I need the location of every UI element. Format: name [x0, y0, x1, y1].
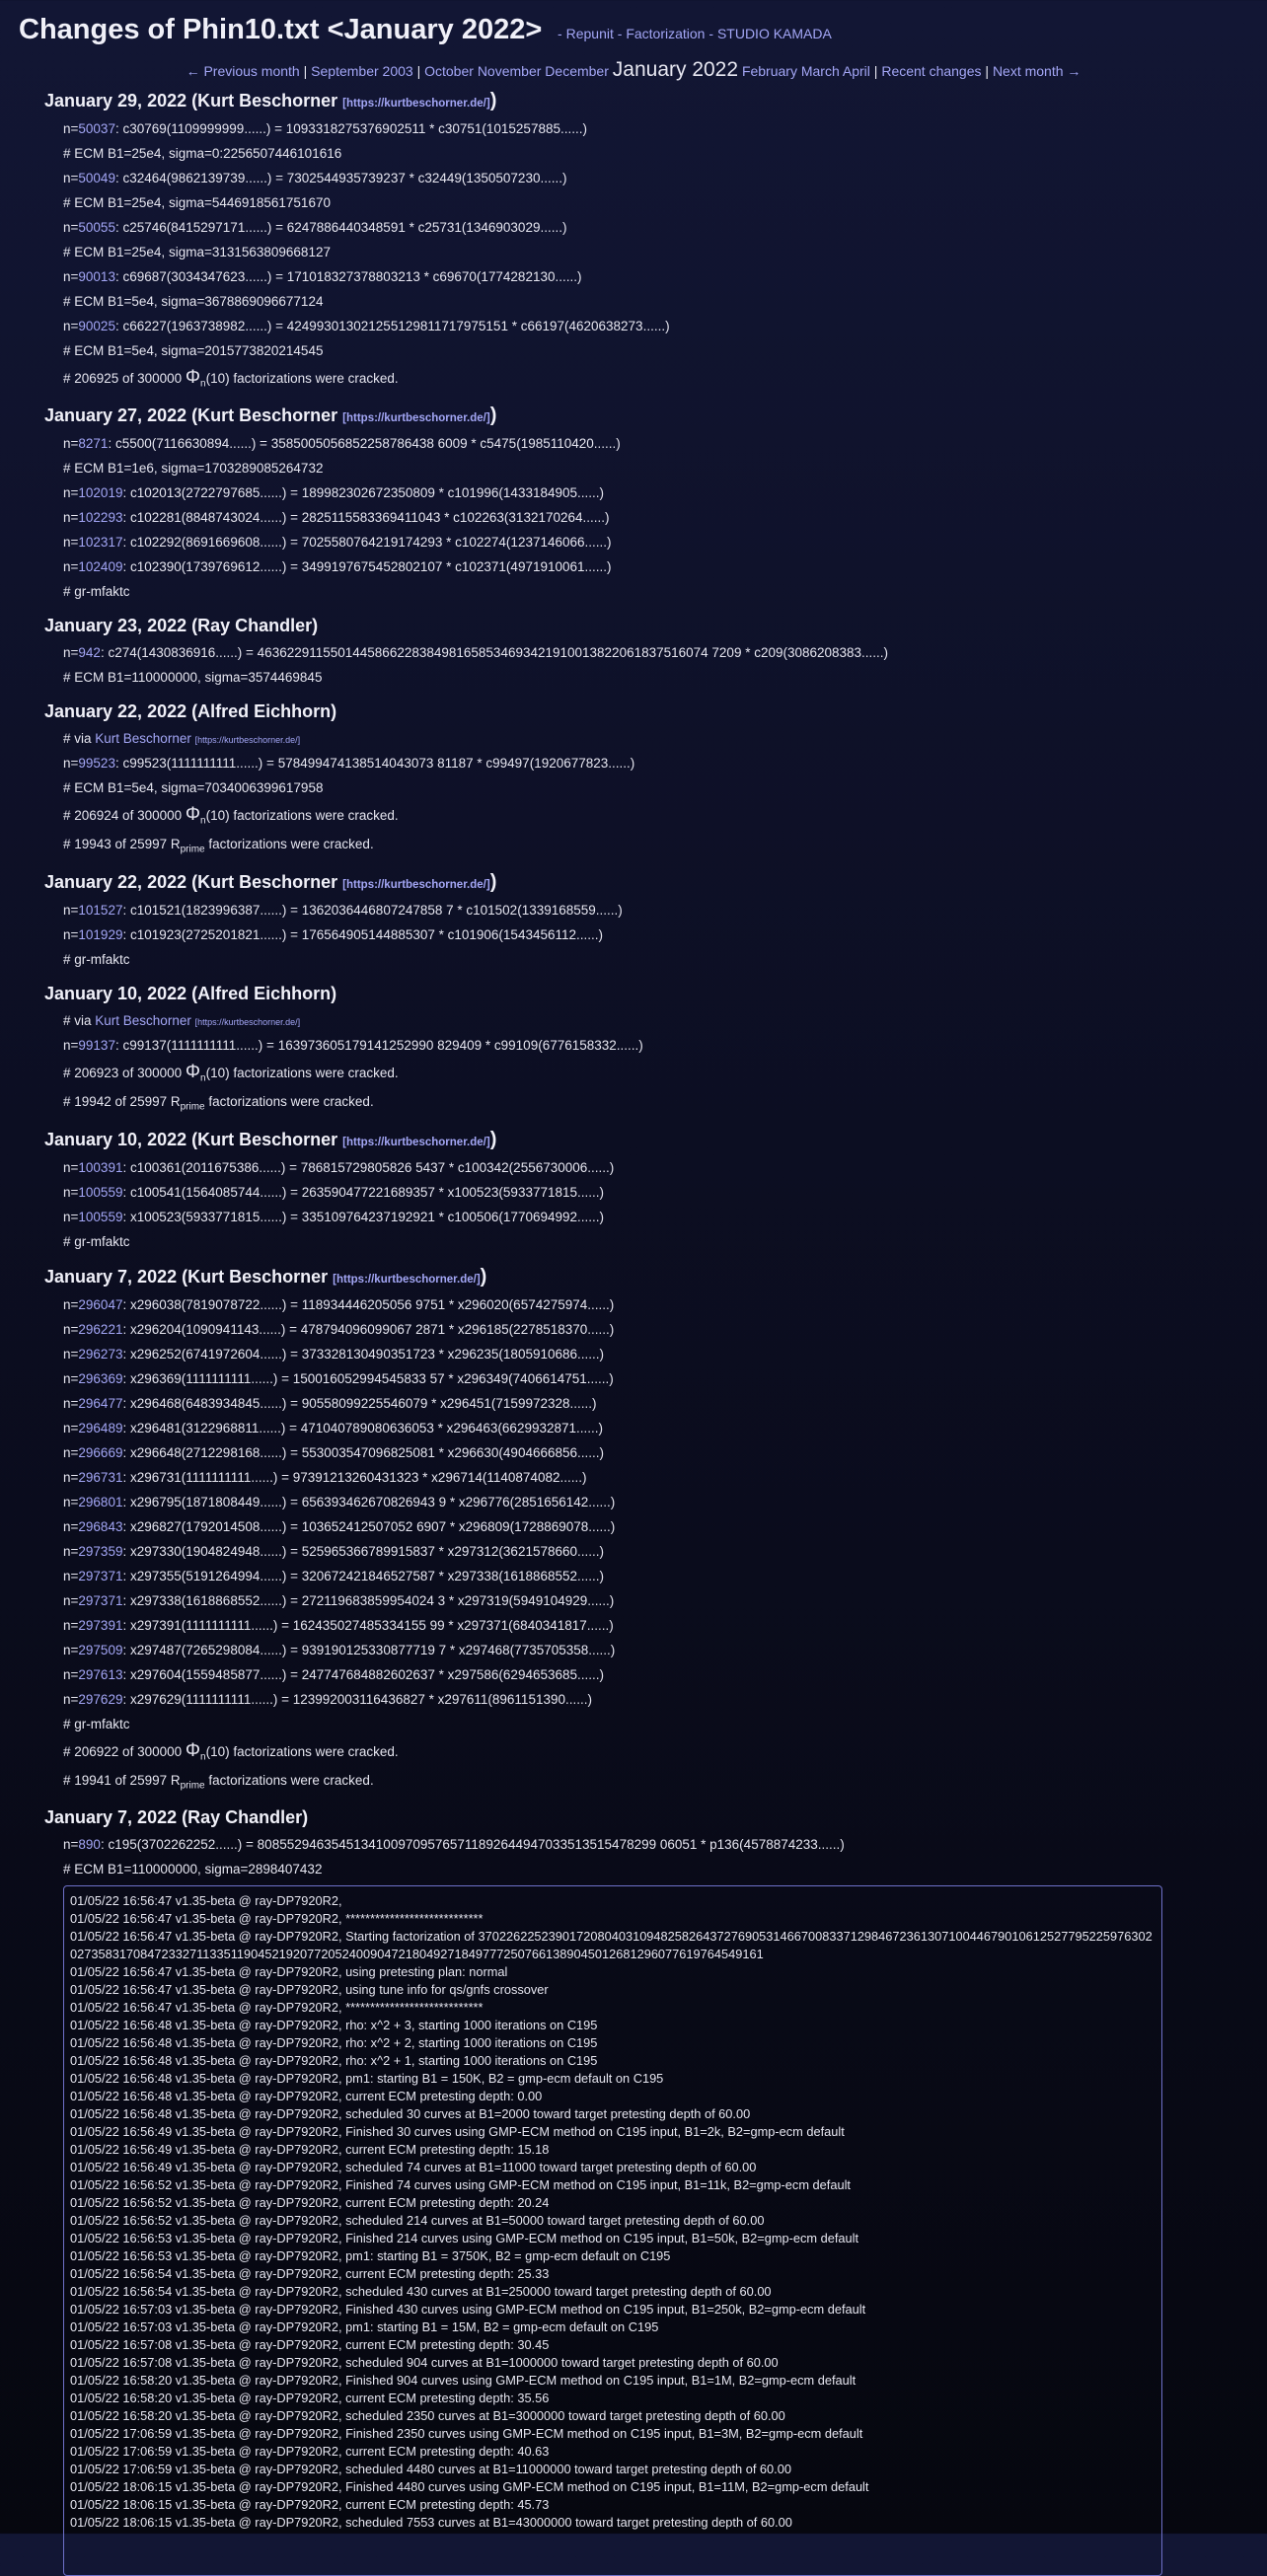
entry-line — [44, 190, 1267, 215]
entry-line: n=297391: x297391(1111111111......) = 162435027485334155 99 * x297371(6840341817......) — [63, 1618, 614, 1633]
entry-line: # 19942 of 25997 $R_{prime}$ factorizations were cracked. — [63, 1094, 374, 1113]
entry — [44, 616, 1267, 690]
entry-line: n=296669: x296648(2712298168......) = 553003547096825081 * x296630(4904666856......) — [63, 1445, 605, 1460]
factor-text: : c5500(7116630894......) = 3585005056852258786438 6009 * c5475(1985110420......) — [108, 436, 621, 451]
log-line: 01/05/22 18:06:15 v1.35-beta @ ray-DP7920R2, scheduled 7553 curves at B1=43000000 toward target pretesting depth of 60.00 — [70, 2515, 792, 2530]
contributor-site-link[interactable]: [https://kurtbeschorner.de/] — [342, 879, 490, 891]
factor-text: : c99523(1111111111......) = 578499474138514043073 81187 * c99497(1920677823......) — [114, 756, 635, 771]
via-site-link[interactable]: [https://kurtbeschorner.de/] — [194, 735, 301, 745]
entry-line: n=101929: c101923(2725201821......) = 176564905144885307 * c101906(1543456112......) — [63, 927, 604, 942]
factor-text: : x296827(1792014508......) = 103652412507052 6907 * x296809(1728869078......) — [122, 1519, 616, 1534]
factor-text: : c101923(2725201821......) = 176564905144885307 * c101906(1543456112......) — [122, 927, 604, 942]
entry — [44, 405, 1267, 604]
factor-text: : c101521(1823996387......) = 1362036446807247858 7 * c101502(1339168559......) — [122, 903, 623, 918]
page-title: Changes of Phin10.txt <January 2022> — [19, 14, 543, 45]
log-line: 01/05/22 16:56:47 v1.35-beta @ ray-DP7920R2, **************************** — [70, 1911, 484, 1926]
entry-line: n=297613: x297604(1559485877......) = 247747684882602637 * x297586(6294653685......) — [63, 1667, 605, 1682]
entry-line: # 206922 of 300000 $\Phi_n(10)$ factorizations were cracked. — [63, 1740, 399, 1763]
month-navigation: ← Previous month | September 2003 | October November December January 2022 February March April | Recent changes | Next month → — [186, 58, 1081, 81]
entry — [44, 1129, 1267, 1254]
log-line: 01/05/22 16:58:20 v1.35-beta @ ray-DP7920R2, scheduled 2350 curves at B1=3000000 toward target pretesting depth of 60.00 — [70, 2408, 785, 2423]
factor-text: : x297330(1904824948......) = 525965366789915837 * x297312(3621578660......) — [122, 1544, 605, 1559]
entry-line — [44, 338, 1267, 363]
n-link[interactable]: 296477 — [78, 1396, 123, 1411]
factor-text: : x296252(6741972604......) = 373328130490351723 * x296235(1805910686......) — [122, 1347, 605, 1362]
n-link[interactable]: 100559 — [78, 1185, 123, 1200]
entry-title: January 7, 2022 (Kurt Beschorner [https://kurtbeschorner.de/]) — [44, 1266, 487, 1288]
factor-text: : c100541(1564085744......) = 263590477221689357 * x100523(5933771815......) — [122, 1185, 605, 1200]
entry-title: January 10, 2022 (Kurt Beschorner [https://kurtbeschorner.de/]) — [44, 1129, 497, 1150]
n-link[interactable]: 90025 — [78, 319, 115, 333]
phi-symbol: Φ — [185, 804, 201, 825]
entry-line — [44, 1229, 1267, 1254]
n-link[interactable]: 50049 — [78, 171, 115, 185]
comment-text: # ECM B1=5e4, sigma=3678869096677124 — [63, 294, 324, 309]
entry-line: # via Kurt Beschorner [https://kurtbeschorner.de/] — [63, 1013, 301, 1028]
entry-line: n=297371: x297338(1618868552......) = 272119683859954024 3 * x297319(5949104929......) — [63, 1593, 615, 1608]
entry-line: n=102317: c102292(8691669608......) = 7025580764219174293 * c102274(1237146066......) — [63, 535, 612, 550]
comment-text: # ECM B1=25e4, sigma=3131563809668127 — [63, 245, 331, 259]
log-line: 01/05/22 16:56:48 v1.35-beta @ ray-DP7920R2, pm1: starting B1 = 150K, B2 = gmp-ecm default on C195 — [70, 2071, 664, 2086]
log-line: 01/05/22 16:56:48 v1.35-beta @ ray-DP7920R2, rho: x^2 + 1, starting 1000 iterations on C195 — [70, 2053, 598, 2068]
entry-line: # 206924 of 300000 $\Phi_n(10)$ factorizations were cracked. — [63, 804, 399, 827]
factor-text: : x296369(1111111111......) = 150016052994545833 57 * x296349(7406614751......) — [122, 1371, 614, 1386]
entry-line: n=297629: x297629(1111111111......) = 123992003116436827 * x297611(8961151390......) — [63, 1692, 592, 1707]
entry — [44, 90, 1267, 393]
entry-line: # via Kurt Beschorner [https://kurtbeschorner.de/] — [63, 731, 301, 746]
entry-line: n=296221: x296204(1090941143......) = 478794096099067 2871 * x296185(2278518370......) — [63, 1322, 615, 1337]
factor-text: : c32464(9862139739......) = 7302544935739237 * c32449(1350507230......) — [114, 171, 567, 185]
entry-line: n=101527: c101521(1823996387......) = 1362036446807247858 7 * c101502(1339168559......) — [63, 903, 623, 918]
factor-text: : x296648(2712298168......) = 553003547096825081 * x296630(4904666856......) — [122, 1445, 605, 1460]
log-line: 01/05/22 17:06:59 v1.35-beta @ ray-DP7920R2, Finished 2350 curves using GMP-ECM method on C195 input, B1=3M, B2=gmp-ecm default — [70, 2426, 863, 2441]
month-march: March — [800, 63, 840, 79]
n-link[interactable]: 297613 — [78, 1667, 123, 1682]
entry-line: # 206923 of 300000 $\Phi_n(10)$ factorizations were cracked. — [63, 1062, 399, 1084]
comment-text: # ECM B1=25e4, sigma=0:2256507446101616 — [63, 146, 342, 161]
entry-line — [44, 456, 1267, 480]
entry-line: n=90025: c66227(1963738982......) = 424993013021255129811717975151 * c66197(4620638273......) — [63, 319, 670, 333]
n-link[interactable]: 101929 — [78, 927, 123, 942]
log-line: 01/05/22 17:06:59 v1.35-beta @ ray-DP7920R2, scheduled 4480 curves at B1=11000000 toward target pretesting depth of 60.00 — [70, 2462, 791, 2476]
entry-title: January 23, 2022 (Ray Chandler) — [44, 616, 319, 635]
factor-text: : c102281(8848743024......) = 2825115583369411043 * c102263(3132170264......) — [122, 510, 610, 525]
contributor-site-link[interactable]: [https://kurtbeschorner.de/] — [342, 1137, 490, 1148]
log-line: 01/05/22 16:56:47 v1.35-beta @ ray-DP7920R2, **************************** — [70, 2000, 484, 2015]
factor-text: : x297629(1111111111......) = 123992003116436827 * x297611(8961151390......) — [122, 1692, 592, 1707]
contributor-site-link[interactable]: [https://kurtbeschorner.de/] — [333, 1274, 481, 1286]
via-link[interactable]: Kurt Beschorner — [95, 1013, 191, 1028]
month-february: February — [741, 63, 797, 79]
entry-line: n=296273: x296252(6741972604......) = 373328130490351723 * x296235(1805910686......) — [63, 1347, 605, 1362]
entry-title: January 29, 2022 (Kurt Beschorner [https://kurtbeschorner.de/]) — [44, 90, 497, 111]
factor-text: : c274(1430836916......) = 4636229115501445866228384981658534693421910013822061837516074 7209 * c209(3086208383......) — [100, 645, 889, 660]
n-link[interactable]: 100391 — [78, 1160, 123, 1175]
entry-title: January 27, 2022 (Kurt Beschorner [https://kurtbeschorner.de/]) — [44, 405, 497, 426]
entry-title: January 7, 2022 (Ray Chandler) — [44, 1807, 309, 1827]
entry-line — [44, 665, 1267, 690]
log-line: 01/05/22 16:56:48 v1.35-beta @ ray-DP7920R2, scheduled 30 curves at B1=2000 toward target pretesting depth of 60.00 — [70, 2106, 751, 2121]
factor-text: : x296795(1871808449......) = 656393462670826943 9 * x296776(2851656142......) — [122, 1495, 616, 1509]
log-line: 01/05/22 16:56:47 v1.35-beta @ ray-DP7920R2, using tune info for qs/gnfs crossover — [70, 1982, 549, 1997]
entry — [44, 984, 1267, 1117]
close-paren: ) — [489, 405, 497, 426]
n-link[interactable]: 102317 — [78, 535, 123, 550]
comment-text: # ECM B1=25e4, sigma=5446918561751670 — [63, 195, 331, 210]
entry-line: n=99523: c99523(1111111111......) = 578499474138514043073 81187 * c99497(1920677823......) — [63, 756, 635, 771]
entry-line: n=296801: x296795(1871808449......) = 656393462670826943 9 * x296776(2851656142......) — [63, 1495, 616, 1509]
log-line: 01/05/22 16:57:08 v1.35-beta @ ray-DP7920R2, current ECM pretesting depth: 30.45 — [70, 2337, 550, 2352]
log-line: 01/05/22 16:56:47 v1.35-beta @ ray-DP7920R2, using pretesting plan: normal — [70, 1964, 508, 1979]
log-line: 01/05/22 16:57:03 v1.35-beta @ ray-DP7920R2, pm1: starting B1 = 15M, B2 = gmp-ecm default on C195 — [70, 2319, 659, 2334]
comment-text: # gr-mfaktc — [63, 584, 130, 599]
entry-line — [44, 289, 1267, 314]
entry-line: # 19943 of 25997 $R_{prime}$ factorizations were cracked. — [63, 837, 374, 855]
n-link[interactable]: 297391 — [78, 1618, 123, 1633]
n-link[interactable]: 942 — [78, 645, 101, 660]
entry-line: n=296047: x296038(7819078722......) = 118934446205056 9751 * x296020(6574275974......) — [63, 1297, 615, 1312]
entry-line: n=297359: x297330(1904824948......) = 525965366789915837 * x297312(3621578660......) — [63, 1544, 605, 1559]
factor-text: : x296731(1111111111......) = 97391213260431323 * x296714(1140874082......) — [122, 1470, 587, 1485]
factor-text: : x297355(5191264994......) = 320672421846527587 * x297338(1618868552......) — [122, 1569, 605, 1583]
factor-text: : x296468(6483934845......) = 90558099225546079 * x296451(7159972328......) — [122, 1396, 597, 1411]
entry-title: January 10, 2022 (Alfred Eichhorn) — [44, 984, 337, 1003]
entry-line: n=296369: x296369(1111111111......) = 150016052994545833 57 * x296349(7406614751......) — [63, 1371, 614, 1386]
current-month: January 2022 — [612, 58, 739, 81]
log-line: 01/05/22 16:56:49 v1.35-beta @ ray-DP7920R2, scheduled 74 curves at B1=11000 toward target pretesting depth of 60.00 — [70, 2160, 757, 2174]
log-line: 01/05/22 16:56:54 v1.35-beta @ ray-DP7920R2, current ECM pretesting depth: 25.33 — [70, 2266, 550, 2281]
factor-text: : c195(3702262252......) = 808552946354513410097095765711892644947033513515478299 06051 * p136(4578874233......) — [100, 1837, 845, 1852]
n-link[interactable]: 296273 — [78, 1347, 123, 1362]
recent-changes-link[interactable]: Recent changes — [881, 63, 982, 79]
n-link[interactable]: 296489 — [78, 1421, 123, 1435]
n-link[interactable]: 296221 — [78, 1322, 123, 1337]
comment-text: # ECM B1=110000000, sigma=3574469845 — [63, 670, 323, 685]
factor-text: : c66227(1963738982......) = 424993013021255129811717975151 * c66197(4620638273......) — [114, 319, 670, 333]
factor-text: : c69687(3034347623......) = 171018327378803213 * c69670(1774282130......) — [114, 269, 582, 284]
close-paren: ) — [489, 1129, 497, 1150]
entry-line: n=50037: c30769(1109999999......) = 1093318275376902511 * c30751(1015257885......) — [63, 121, 587, 136]
entry-line: n=50055: c25746(8415297171......) = 6247886440348591 * c25731(1346903029......) — [63, 220, 567, 235]
link-factorization[interactable]: Factorization — [626, 26, 706, 41]
month-link-sep-2003[interactable]: September 2003 — [311, 63, 413, 79]
factor-text: : x100523(5933771815......) = 335109764237192921 * c100506(1770694992......) — [122, 1210, 605, 1224]
entry-line: n=100559: x100523(5933771815......) = 335109764237192921 * c100506(1770694992......) — [63, 1210, 605, 1224]
entry — [44, 701, 1267, 859]
contributor-site-link[interactable]: [https://kurtbeschorner.de/] — [342, 98, 490, 110]
log-line: 01/05/22 16:56:53 v1.35-beta @ ray-DP7920R2, pm1: starting B1 = 3750K, B2 = gmp-ecm default on C195 — [70, 2248, 671, 2263]
log-line: 01/05/22 16:57:08 v1.35-beta @ ray-DP7920R2, scheduled 904 curves at B1=1000000 toward target pretesting depth of 60.00 — [70, 2355, 779, 2370]
entry-line: n=102019: c102013(2722797685......) = 189982302672350809 * c101996(1433184905......) — [63, 485, 605, 500]
comment-text: # gr-mfaktc — [63, 1234, 130, 1249]
n-link[interactable]: 99137 — [78, 1038, 115, 1053]
factor-text: : c25746(8415297171......) = 6247886440348591 * c25731(1346903029......) — [114, 220, 567, 235]
factor-text: : x296481(3122968811......) = 471040789080636053 * x296463(6629932871......) — [122, 1421, 604, 1435]
log-line: 01/05/22 16:56:48 v1.35-beta @ ray-DP7920R2, rho: x^2 + 2, starting 1000 iterations on C195 — [70, 2035, 598, 2050]
n-link[interactable]: 8271 — [78, 436, 109, 451]
entry-line — [44, 579, 1267, 604]
close-paren: ) — [480, 1266, 487, 1288]
n-link[interactable]: 296669 — [78, 1445, 123, 1460]
n-link[interactable]: 101527 — [78, 903, 123, 918]
n-link[interactable]: 297371 — [78, 1569, 123, 1583]
comment-text: # ECM B1=5e4, sigma=7034006399617958 — [63, 780, 324, 795]
n-link[interactable]: 296047 — [78, 1297, 123, 1312]
n-link[interactable]: 50055 — [78, 220, 115, 235]
entry-line: n=102293: c102281(8848743024......) = 2825115583369411043 * c102263(3132170264......) — [63, 510, 610, 525]
link-repunit[interactable]: Repunit — [565, 26, 614, 41]
entry-line: n=296731: x296731(1111111111......) = 97391213260431323 * x296714(1140874082......) — [63, 1470, 587, 1485]
next-month-link[interactable]: Next month → — [992, 63, 1081, 79]
factor-text: : c100361(2011675386......) = 786815729805826 5437 * c100342(2556730006......) — [122, 1160, 615, 1175]
n-link[interactable]: 50037 — [78, 121, 115, 136]
entry-line — [44, 1857, 1267, 1881]
month-december: December — [545, 63, 609, 79]
entry-line: n=297371: x297355(5191264994......) = 320672421846527587 * x297338(1618868552......) — [63, 1569, 605, 1583]
log-line: 01/05/22 16:56:47 v1.35-beta @ ray-DP7920R2, — [70, 1893, 342, 1908]
entry-line — [44, 240, 1267, 264]
log-line: 01/05/22 18:06:15 v1.35-beta @ ray-DP7920R2, Finished 4480 curves using GMP-ECM method on C195 input, B1=11M, B2=gmp-ecm default — [70, 2479, 869, 2494]
factor-text: : x297391(1111111111......) = 162435027485334155 99 * x297371(6840341817......) — [122, 1618, 614, 1633]
log-line: 01/05/22 16:56:53 v1.35-beta @ ray-DP7920R2, Finished 214 curves using GMP-ECM method on C195 input, B1=50k, B2=gmp-ecm default — [70, 2231, 859, 2245]
phi-symbol: Φ — [185, 1062, 201, 1082]
log-line: 01/05/22 16:56:52 v1.35-beta @ ray-DP7920R2, scheduled 214 curves at B1=50000 toward target pretesting depth of 60.00 — [70, 2213, 765, 2228]
entry-line: # 206925 of 300000 $\Phi_n(10)$ factorizations were cracked. — [63, 367, 399, 390]
entry — [44, 871, 1267, 972]
via-site-link[interactable]: [https://kurtbeschorner.de/] — [194, 1017, 301, 1027]
n-link[interactable]: 100559 — [78, 1210, 123, 1224]
n-link[interactable]: 890 — [78, 1837, 101, 1852]
n-link[interactable]: 296369 — [78, 1371, 123, 1386]
entry — [44, 1266, 1267, 1796]
log-line: 01/05/22 16:57:03 v1.35-beta @ ray-DP7920R2, Finished 430 curves using GMP-ECM method on C195 input, B1=250k, B2=gmp-ecm default — [70, 2302, 866, 2317]
factor-text: : x297487(7265298084......) = 939190125330877719 7 * x297468(7735705358......) — [122, 1643, 616, 1657]
entry-line: n=942: c274(1430836916......) = 4636229115501445866228384981658534693421910013822061837516074 7209 * c209(3086208383......) — [63, 645, 889, 660]
factor-text: : x297338(1618868552......) = 272119683859954024 3 * x297319(5949104929......) — [122, 1593, 615, 1608]
log-line: 01/05/22 16:56:48 v1.35-beta @ ray-DP7920R2, rho: x^2 + 3, starting 1000 iterations on C195 — [70, 2018, 598, 2032]
n-link[interactable]: 102019 — [78, 485, 123, 500]
n-link[interactable]: 297509 — [78, 1643, 123, 1657]
n-link[interactable]: 297629 — [78, 1692, 123, 1707]
entry-line: n=99137: c99137(1111111111......) = 163973605179141252990 829409 * c99109(6776158332......) — [63, 1038, 643, 1053]
entry-line: # 19941 of 25997 $R_{prime}$ factorizations were cracked. — [63, 1773, 374, 1792]
log-line: 01/05/22 18:06:15 v1.35-beta @ ray-DP7920R2, current ECM pretesting depth: 45.73 — [70, 2497, 550, 2512]
entry-line — [44, 775, 1267, 800]
entry-line: n=8271: c5500(7116630894......) = 3585005056852258786438 6009 * c5475(1985110420......) — [63, 436, 621, 451]
entry-line: n=890: c195(3702262252......) = 808552946354513410097095765711892644947033513515478299 06051 * p136(4578874233......) — [63, 1837, 845, 1852]
entry-line — [44, 947, 1267, 972]
log-line: 01/05/22 16:56:52 v1.35-beta @ ray-DP7920R2, current ECM pretesting depth: 20.24 — [70, 2195, 550, 2210]
entry-title: January 22, 2022 (Alfred Eichhorn) — [44, 701, 337, 721]
n-link[interactable]: 102409 — [78, 559, 123, 574]
close-paren: ) — [489, 90, 497, 111]
n-link[interactable]: 297371 — [78, 1593, 123, 1608]
n-link[interactable]: 296843 — [78, 1519, 123, 1534]
n-link[interactable]: 297359 — [78, 1544, 123, 1559]
comment-text: # gr-mfaktc — [63, 1717, 130, 1731]
entry-line: n=296843: x296827(1792014508......) = 103652412507052 6907 * x296809(1728869078......) — [63, 1519, 616, 1534]
entry-line: n=296477: x296468(6483934845......) = 90558099225546079 * x296451(7159972328......) — [63, 1396, 597, 1411]
close-paren: ) — [489, 871, 497, 893]
prev-month-link[interactable]: ← Previous month — [186, 63, 300, 79]
comment-text: # ECM B1=5e4, sigma=2015773820214545 — [63, 343, 324, 358]
n-link[interactable]: 296731 — [78, 1470, 123, 1485]
entry — [44, 1807, 1267, 2576]
factor-text: : x296204(1090941143......) = 478794096099067 2871 * x296185(2278518370......) — [122, 1322, 615, 1337]
n-link[interactable]: 102293 — [78, 510, 123, 525]
log-line: 01/05/22 16:56:48 v1.35-beta @ ray-DP7920R2, current ECM pretesting depth: 0.00 — [70, 2089, 543, 2103]
entry-line — [44, 1712, 1267, 1736]
log-line: 01/05/22 16:56:47 v1.35-beta @ ray-DP7920R2, Starting factorization of 370226225239017208040310948258264372769053146670083371298467236130710044679010612527795225976302027358317084723327113351190452192077205240090472180492718497772507661389045012681296077619764549161 — [70, 1929, 1153, 1961]
entry-line: n=296489: x296481(3122968811......) = 471040789080636053 * x296463(6629932871......) — [63, 1421, 604, 1435]
phi-symbol: Φ — [185, 367, 201, 388]
entry-line: n=102409: c102390(1739769612......) = 3499197675452802107 * c102371(4971910061......) — [63, 559, 612, 574]
entry-line — [44, 141, 1267, 166]
factor-text: : c102390(1739769612......) = 3499197675452802107 * c102371(4971910061......) — [122, 559, 612, 574]
log-line: 01/05/22 16:56:49 v1.35-beta @ ray-DP7920R2, Finished 30 curves using GMP-ECM method on C195 input, B1=2k, B2=gmp-ecm default — [70, 2124, 845, 2139]
entry-title: January 22, 2022 (Kurt Beschorner [https://kurtbeschorner.de/]) — [44, 871, 497, 893]
month-november: November — [477, 63, 542, 79]
phi-symbol: Φ — [185, 1740, 201, 1761]
month-october: October — [424, 63, 474, 79]
link-studio-kamada[interactable]: STUDIO KAMADA — [716, 26, 832, 41]
via-link[interactable]: Kurt Beschorner — [95, 731, 191, 746]
month-april: April — [842, 63, 870, 79]
comment-text: # ECM B1=1e6, sigma=1703289085264732 — [63, 461, 324, 476]
comment-text: # ECM B1=110000000, sigma=2898407432 — [63, 1862, 323, 1877]
factor-text: : c102013(2722797685......) = 189982302672350809 * c101996(1433184905......) — [122, 485, 605, 500]
factor-text: : x297604(1559485877......) = 247747684882602637 * x297586(6294653685......) — [122, 1667, 605, 1682]
comment-text: # gr-mfaktc — [63, 952, 130, 967]
n-link[interactable]: 90013 — [78, 269, 115, 284]
log-line: 01/05/22 16:56:52 v1.35-beta @ ray-DP7920R2, Finished 74 curves using GMP-ECM method on C195 input, B1=11k, B2=gmp-ecm default — [70, 2177, 851, 2192]
log-line: 01/05/22 16:58:20 v1.35-beta @ ray-DP7920R2, current ECM pretesting depth: 35.56 — [70, 2391, 550, 2405]
yafu-log-box[interactable] — [63, 1885, 1162, 2576]
n-link[interactable]: 296801 — [78, 1495, 123, 1509]
entry-line: n=90013: c69687(3034347623......) = 171018327378803213 * c69670(1774282130......) — [63, 269, 582, 284]
entries-list — [0, 90, 1267, 2576]
entry-line: n=100391: c100361(2011675386......) = 786815729805826 5437 * c100342(2556730006......) — [63, 1160, 615, 1175]
factor-text: : x296038(7819078722......) = 118934446205056 9751 * x296020(6574275974......) — [122, 1297, 615, 1312]
log-line: 01/05/22 17:06:59 v1.35-beta @ ray-DP7920R2, current ECM pretesting depth: 40.63 — [70, 2444, 550, 2459]
log-line: 01/05/22 16:56:54 v1.35-beta @ ray-DP7920R2, scheduled 430 curves at B1=250000 toward target pretesting depth of 60.00 — [70, 2284, 772, 2299]
header-links: - Repunit - Factorization - STUDIO KAMADA — [558, 26, 832, 41]
entry-line: n=50049: c32464(9862139739......) = 7302544935739237 * c32449(1350507230......) — [63, 171, 567, 185]
entry-line: n=297509: x297487(7265298084......) = 939190125330877719 7 * x297468(7735705358......) — [63, 1643, 616, 1657]
n-link[interactable]: 99523 — [78, 756, 115, 771]
log-line: 01/05/22 16:58:20 v1.35-beta @ ray-DP7920R2, Finished 904 curves using GMP-ECM method on C195 input, B1=1M, B2=gmp-ecm default — [70, 2373, 857, 2388]
factor-text: : c99137(1111111111......) = 163973605179141252990 829409 * c99109(6776158332......) — [114, 1038, 643, 1053]
factor-text: : c102292(8691669608......) = 7025580764219174293 * c102274(1237146066......) — [122, 535, 612, 550]
factor-text: : c30769(1109999999......) = 1093318275376902511 * c30751(1015257885......) — [114, 121, 587, 136]
contributor-site-link[interactable]: [https://kurtbeschorner.de/] — [342, 412, 490, 424]
page-header — [0, 0, 1267, 46]
log-line: 01/05/22 16:56:49 v1.35-beta @ ray-DP7920R2, current ECM pretesting depth: 15.18 — [70, 2142, 550, 2157]
entry-line: n=100559: c100541(1564085744......) = 263590477221689357 * x100523(5933771815......) — [63, 1185, 605, 1200]
